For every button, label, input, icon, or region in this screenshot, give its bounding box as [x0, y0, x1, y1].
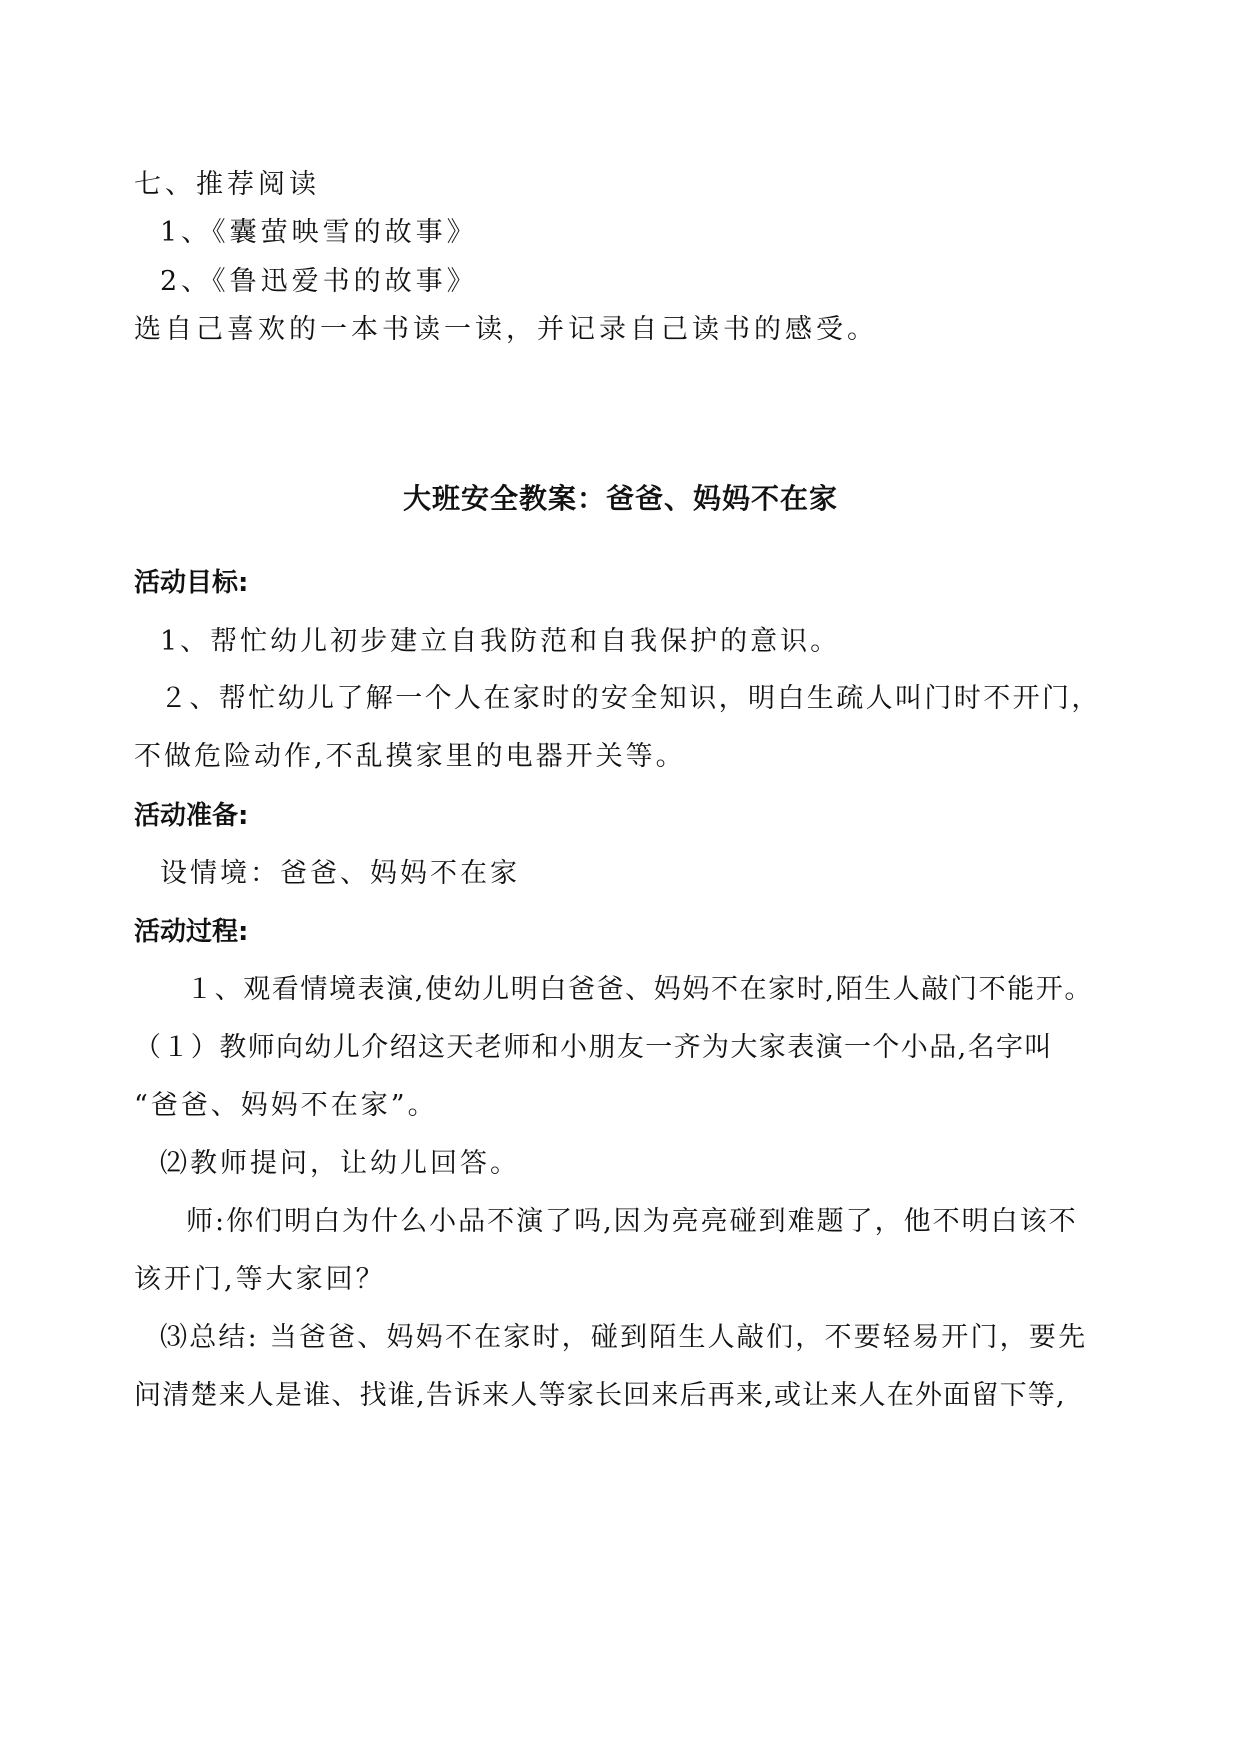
process-item-1-line-1: （１）教师向幼儿介绍这天老师和小朋友一齐为大家表演一个小品,名字叫	[134, 1032, 1053, 1063]
process-teacher-line-1: 师:你们明白为什么小品不演了吗,因为亮亮碰到难题了，他不明白该不	[186, 1206, 1078, 1237]
reading-task: 选自己喜欢的一本书读一读，并记录自己读书的感受。	[134, 314, 878, 345]
page-title: 大班安全教案：爸爸、妈妈不在家	[402, 482, 838, 515]
reading-heading: 七、推荐阅读	[134, 169, 320, 200]
process-item-2: ⑵教师提问，让幼儿回答。	[160, 1148, 520, 1179]
reading-item-1: 1、《囊萤映雪的故事》	[160, 217, 478, 248]
prep-heading: 活动准备:	[134, 801, 249, 831]
process-step-1: １、观看情境表演,使幼儿明白爸爸、妈妈不在家时,陌生人敲门不能开。	[186, 974, 1093, 1005]
goal-2-line-2: 不做危险动作,不乱摸家里的电器开关等。	[134, 741, 686, 772]
process-summary-line-2: 问清楚来人是谁、找谁,告诉来人等家长回来后再来,或让来人在外面留下等,	[134, 1380, 1066, 1411]
goals-heading: 活动目标:	[134, 568, 249, 598]
reading-item-2: 2、《鲁迅爱书的故事》	[160, 266, 478, 297]
process-summary-line-1: ⑶总结: 当爸爸、妈妈不在家时，碰到陌生人敲们，不要轻易开门，要先	[160, 1322, 1088, 1353]
prep-text: 设情境：爸爸、妈妈不在家	[160, 858, 520, 889]
goal-2-line-1: ２、帮忙幼儿了解一个人在家时的安全知识，明白生疏人叫门时不开门，	[160, 683, 1101, 714]
process-item-1-line-2: “爸爸、妈妈不在家”。	[134, 1090, 438, 1121]
process-teacher-line-2: 该开门,等大家回？	[134, 1264, 386, 1295]
process-heading: 活动过程:	[134, 917, 249, 947]
goal-1: 1、帮忙幼儿初步建立自我防范和自我保护的意识。	[160, 626, 841, 657]
